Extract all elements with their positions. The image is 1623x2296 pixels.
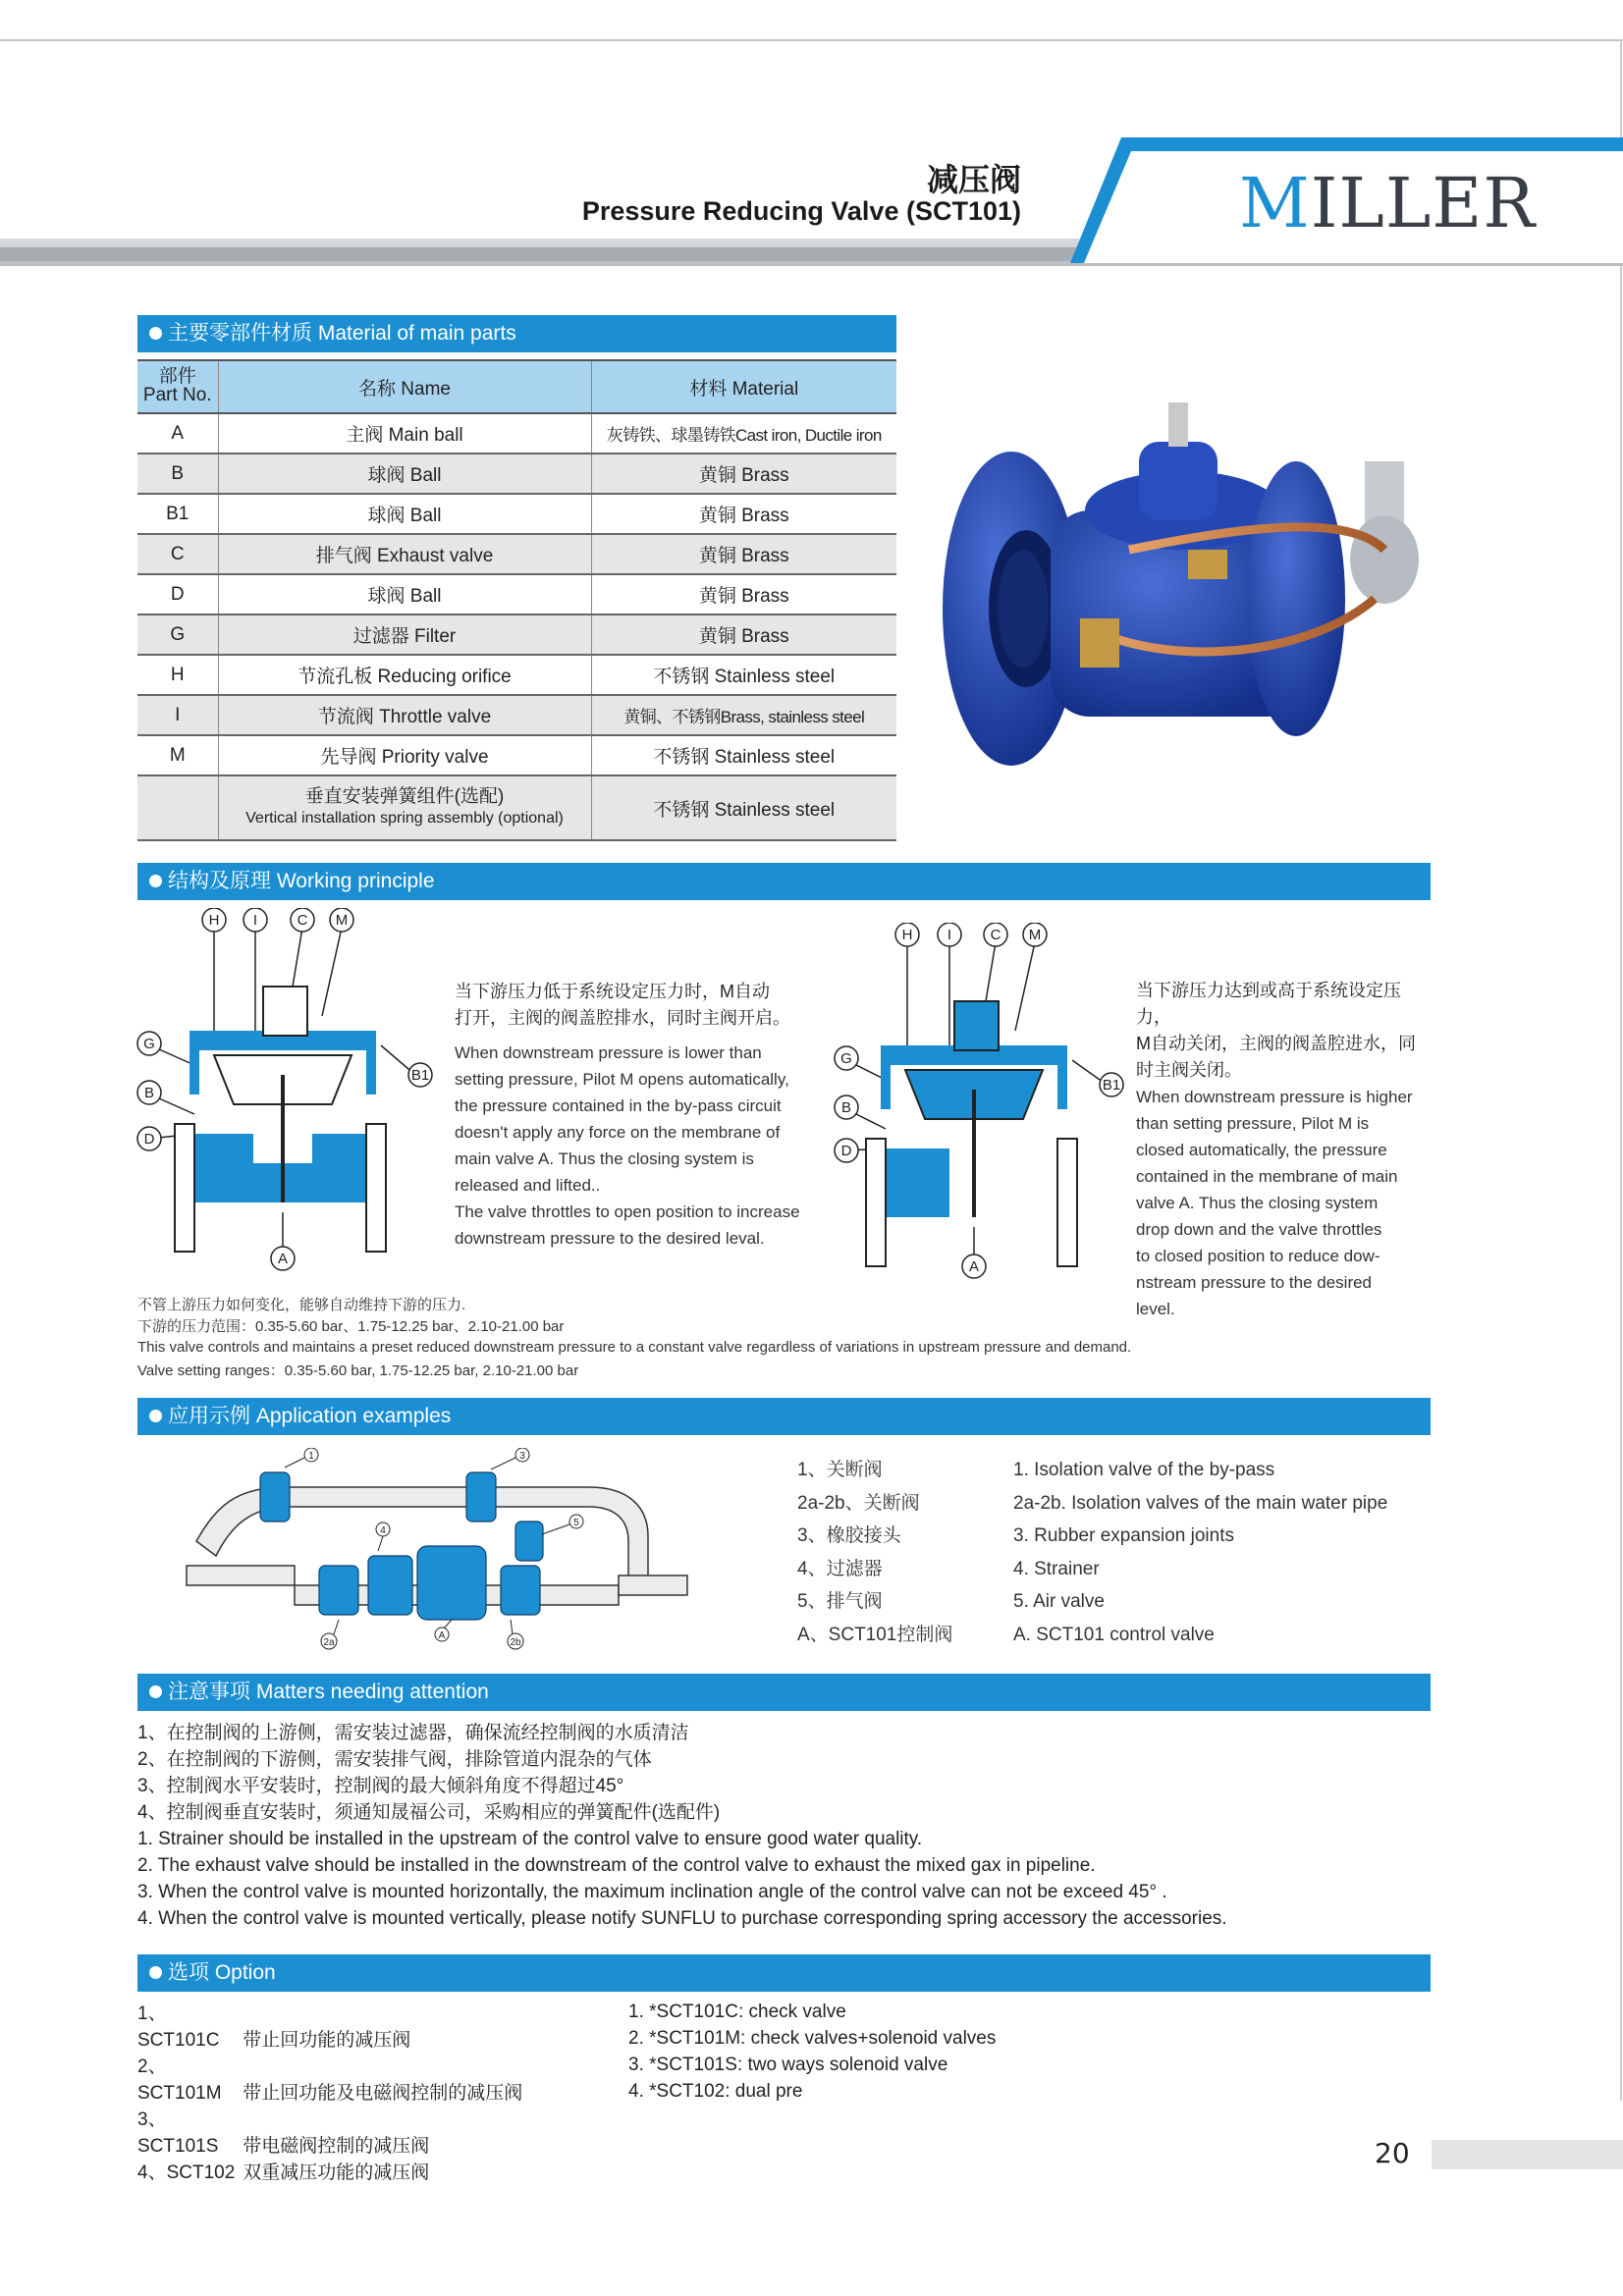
list-item: 3、SCT101S 带电磁阀控制的减压阀 (137, 2109, 430, 2157)
table-row: C 排气阀 Exhaust valve 黄铜 Brass (137, 534, 896, 574)
label-M: M (1028, 927, 1042, 943)
list-item: 1. *SCT101C: check valve (628, 2002, 846, 2022)
list-item: 2. The exhaust valve should be installed in the downstream of the control valve to exhaust the mixed gax in pipeline. (137, 1855, 1096, 1876)
options-list-en (628, 1999, 996, 2105)
list-item: 4. *SCT102: dual pre (628, 2081, 803, 2102)
working-text-open: 当下游压力低于系统设定压力时，M自动 打开，主阀的阀盖腔排水，同时主阀开启。 When downstream pressure is lower than setting pressure, Pilot M opens automatically, the pressure contained in the by-pass circuit doesn't apply any force on the membrane of main valve A. Thus the closing system is released and lifted.. The valve throttles to open position to increase downstream pressure to the desired leval. (455, 982, 800, 1248)
list-item: 4、控制阀垂直安装时，须通知晟福公司，采购相应的弹簧配件(选配件) (137, 1802, 721, 1823)
list-item: 4. Strainer (1013, 1558, 1100, 1579)
table-row: B 球阀 Ball 黄铜 Brass (137, 454, 896, 494)
label-M: M (335, 912, 349, 929)
bullet-icon (149, 327, 162, 340)
label-G: G (143, 1036, 155, 1052)
brand-logo (1239, 163, 1536, 243)
label-D: D (143, 1131, 155, 1148)
section-bar-matters (137, 1674, 1431, 1711)
callout-2b: 2b (510, 1637, 521, 1648)
table-row: G 过滤器 Filter 黄铜 Brass (137, 614, 896, 655)
note-cn-1: 不管上游压力如何变化，能够自动维持下游的压力. (137, 1297, 466, 1313)
list-item: A. SCT101 control valve (1013, 1624, 1215, 1645)
list-item: 3、控制阀水平安装时，控制阀的最大倾斜角度不得超过45° (137, 1776, 624, 1796)
label-C: C (297, 912, 308, 929)
list-item: 4、SCT102 双重减压功能的减压阀 (137, 2163, 430, 2183)
list-item: 1、在控制阀的上游侧，需安装过滤器，确保流经控制阀的水质清洁 (137, 1723, 689, 1743)
bullet-icon (149, 1410, 162, 1422)
working-diagram-closed (827, 923, 1131, 1291)
materials-table (137, 359, 896, 841)
list-item: 4、过滤器 (797, 1558, 883, 1579)
page-number-bar (1432, 2140, 1623, 2169)
list-item: 1. Isolation valve of the by-pass (1013, 1460, 1275, 1480)
label-A: A (277, 1251, 289, 1267)
list-item: 2、在控制阀的下游侧，需安装排气阀，排除管道内混杂的气体 (137, 1749, 652, 1770)
note-cn-2: 下游的压力范围：0.35-5.60 bar、1.75-12.25 bar、2.10-21.00 bar (137, 1318, 565, 1335)
callout-5: 5 (573, 1518, 579, 1528)
section-title: 应用示例 Application examples (168, 1405, 452, 1427)
section-bar-materials (137, 315, 896, 352)
label-D: D (840, 1143, 852, 1159)
table-row: M 先导阀 Priority valve 不锈钢 Stainless steel (137, 735, 896, 775)
list-item: 3. *SCT101S: two ways solenoid valve (628, 2055, 948, 2075)
logo-initial: M (1239, 163, 1311, 243)
section-bar-working (137, 863, 1431, 900)
callout-1: 1 (308, 1451, 314, 1462)
label-G: G (840, 1050, 852, 1067)
working-diagram-open (135, 908, 440, 1276)
callout-4: 4 (380, 1525, 386, 1536)
matters-list (137, 1720, 1227, 1932)
list-item: 2a-2b、关断阀 (797, 1492, 920, 1514)
valve-product-image (933, 402, 1434, 775)
label-B1: B1 (410, 1067, 430, 1084)
section-bar-application (137, 1398, 1431, 1435)
section-title: 主要零部件材质 Material of main parts (168, 322, 516, 345)
list-item: A、SCT101控制阀 (797, 1624, 953, 1645)
table-row: I 节流阀 Throttle valve 黄铜、不锈钢Brass, stainless steel (137, 695, 896, 735)
callout-A: A (438, 1630, 446, 1641)
header-name: 名称 Name (218, 360, 591, 413)
list-item: 1、SCT101C 带止回功能的减压阀 (137, 2003, 411, 2051)
table-header-row (137, 360, 896, 413)
table-row: A 主阀 Main ball 灰铸铁、球墨铸铁Cast iron, Ductile iron (137, 413, 896, 454)
label-C: C (990, 927, 1001, 943)
page-frame-top (0, 39, 1623, 41)
list-item: 1. Strainer should be installed in the upstream of the control valve to ensure good water quality. (137, 1829, 923, 1849)
list-item: 3. Rubber expansion joints (1013, 1525, 1234, 1546)
page-title-cn: 减压阀 (926, 161, 1021, 198)
label-B: B (143, 1085, 155, 1101)
list-item: 2、SCT101M 带止回功能及电磁阀控制的减压阀 (137, 2056, 523, 2104)
table-row: H 节流孔板 Reducing orifice 不锈钢 Stainless steel (137, 655, 896, 695)
header-part-no: 部件 Part No. (137, 360, 218, 413)
header-material: 材料 Material (591, 360, 896, 413)
section-title: 结构及原理 Working principle (168, 870, 435, 892)
list-item: 5、排气阀 (797, 1591, 883, 1612)
table-row: B1 球阀 Ball 黄铜 Brass (137, 494, 896, 534)
table-row: 垂直安装弹簧组件(选配) Vertical installation spring assembly (optional) 不锈钢 Stainless steel (137, 775, 896, 840)
list-item: 5. Air valve (1013, 1591, 1105, 1612)
working-text-closed: 当下游压力达到或高于系统设定压力， M自动关闭，主阀的阀盖腔进水，同 时主阀关闭。 When downstream pressure is higher than setting pressure, Pilot M is closed automatically, the pressure contained in the membrane of main valve A. Thus the closing system drop down and the valve throttles to closed position to reduce dow- nstream pressure to the desired level. (1136, 981, 1416, 1318)
page-number: 20 (1375, 2137, 1410, 2169)
list-item: 3、橡胶接头 (797, 1525, 901, 1546)
section-title: 注意事项 Matters needing attention (168, 1681, 489, 1703)
label-B: B (840, 1099, 852, 1116)
list-item: 1、关断阀 (797, 1460, 883, 1480)
application-diagram (177, 1448, 727, 1659)
list-item: 2. *SCT101M: check valves+solenoid valves (628, 2028, 997, 2049)
application-list-cn (797, 1454, 952, 1651)
label-H: H (208, 912, 220, 929)
section-title: 选项 Option (168, 1961, 276, 1984)
callout-2a: 2a (323, 1637, 335, 1648)
label-H: H (901, 927, 913, 943)
bullet-icon (149, 1685, 162, 1698)
section-bar-options (137, 1954, 1431, 1992)
callout-3: 3 (519, 1451, 525, 1462)
application-list-en (1013, 1454, 1387, 1651)
list-item: 4. When the control valve is mounted vertically, please notify SUNFLU to purchase corresponding spring accessory the accessories. (137, 1908, 1227, 1929)
page-frame-right (1620, 39, 1622, 2101)
label-A: A (968, 1258, 980, 1275)
note-en-2: Valve setting ranges：0.35-5.60 bar, 1.75-12.25 bar, 2.10-21.00 bar (137, 1362, 579, 1379)
bullet-icon (149, 1966, 162, 1979)
bullet-icon (149, 875, 162, 887)
options-list-cn (137, 2001, 599, 2186)
logo-rest: ILLER (1310, 163, 1537, 243)
table-row: D 球阀 Ball 黄铜 Brass (137, 574, 896, 614)
list-item: 2a-2b. Isolation valves of the main water pipe (1013, 1492, 1388, 1514)
note-en-1: This valve controls and maintains a preset reduced downstream pressure to a constant valve regardless of variations in upstream pressure and demand. (137, 1339, 1132, 1356)
label-I: I (947, 927, 952, 943)
label-B1: B1 (1102, 1077, 1121, 1094)
list-item: 3. When the control valve is mounted horizontally, the maximum inclination angle of the control valve can not be exceed 45° . (137, 1882, 1167, 1902)
label-I: I (252, 912, 258, 929)
page-title-en: Pressure Reducing Valve (SCT101) (581, 196, 1021, 226)
